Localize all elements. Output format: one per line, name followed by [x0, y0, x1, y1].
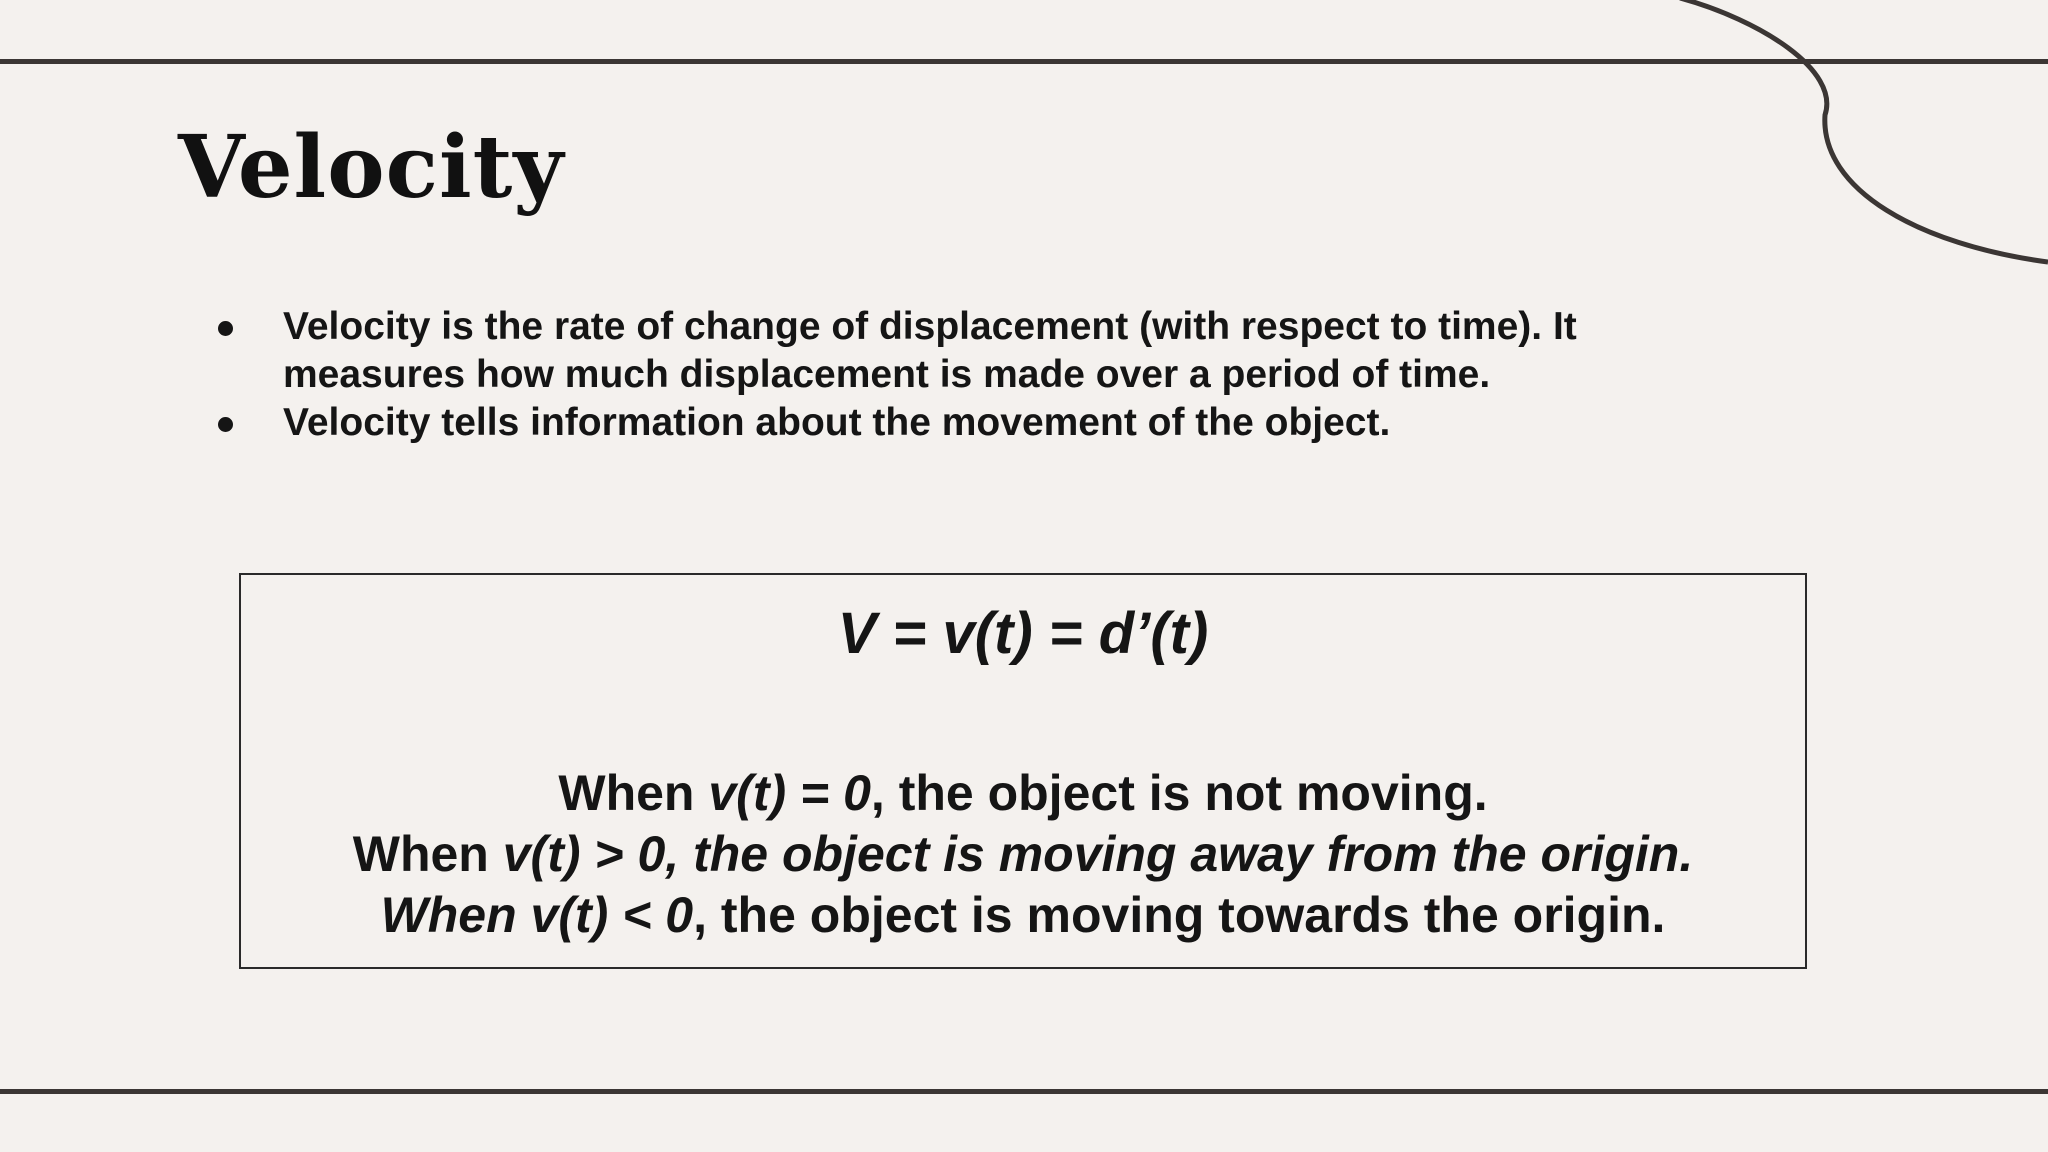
case-lead: When [380, 887, 531, 943]
case-line-positive [241, 824, 1805, 885]
case-lead: When [558, 765, 709, 821]
case-line-zero [241, 763, 1805, 824]
velocity-cases [241, 763, 1805, 946]
top-divider-line [0, 59, 2048, 64]
case-condition: v(t) > 0 [502, 826, 666, 882]
slide-title: Velocity [178, 117, 565, 218]
case-rest: , the object is moving away from the origin. [665, 826, 1694, 882]
velocity-formula: V = v(t) = d’(t) [837, 601, 1209, 666]
case-line-negative [241, 885, 1805, 946]
case-rest: , the object is not moving. [870, 765, 1488, 821]
bullet-text: Velocity is the rate of change of displacement (with respect to time). It measures how much displacement is made over a period of time. [283, 305, 1577, 396]
case-rest: , the object is moving towards the origin. [693, 887, 1666, 943]
bullet-text: Velocity tells information about the movement of the object. [283, 401, 1391, 444]
case-condition: v(t) = 0 [708, 765, 871, 821]
case-lead: When [352, 826, 503, 882]
bottom-divider-line [0, 1089, 2048, 1094]
formula-box [239, 573, 1807, 969]
bullet-list [210, 303, 1750, 447]
bullet-item [210, 399, 1750, 447]
bullet-item [210, 303, 1750, 399]
case-condition: v(t) < 0 [530, 887, 694, 943]
bullet-dot-icon [218, 417, 233, 432]
bullet-dot-icon [218, 321, 233, 336]
